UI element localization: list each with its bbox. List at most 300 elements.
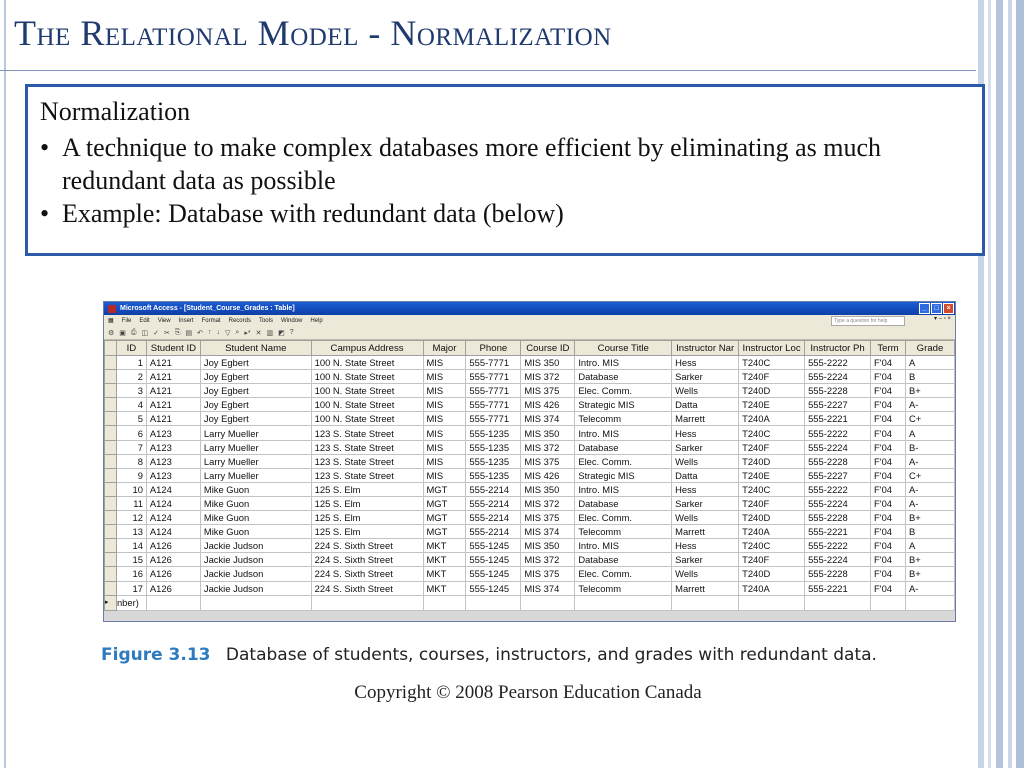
table-cell[interactable]: 11 bbox=[116, 496, 146, 510]
row-selector[interactable] bbox=[105, 496, 117, 510]
table-cell[interactable]: A121 bbox=[146, 398, 200, 412]
new-record-row[interactable] bbox=[105, 595, 955, 610]
table-cell[interactable]: A124 bbox=[146, 525, 200, 539]
table-cell[interactable]: B+ bbox=[906, 567, 955, 581]
table-row[interactable] bbox=[105, 511, 955, 525]
table-cell[interactable]: 555-2228 bbox=[805, 567, 871, 581]
table-cell[interactable]: 555-1235 bbox=[466, 468, 521, 482]
table-cell[interactable]: A bbox=[906, 426, 955, 440]
table-cell[interactable]: T240C bbox=[739, 356, 805, 370]
table-cell[interactable]: Telecomm bbox=[575, 581, 672, 595]
table-cell[interactable]: 555-7771 bbox=[466, 370, 521, 384]
table-cell[interactable]: Hess bbox=[672, 539, 739, 553]
table-cell[interactable]: MIS bbox=[423, 384, 466, 398]
table-cell[interactable]: T240C bbox=[739, 426, 805, 440]
table-cell[interactable]: A126 bbox=[146, 553, 200, 567]
table-cell[interactable]: T240D bbox=[739, 384, 805, 398]
table-cell[interactable]: 9 bbox=[116, 468, 146, 482]
table-cell[interactable] bbox=[871, 595, 906, 610]
table-row[interactable] bbox=[105, 370, 955, 384]
table-cell[interactable]: 123 S. State Street bbox=[311, 426, 423, 440]
row-selector[interactable] bbox=[105, 412, 117, 426]
column-header[interactable]: Course Title bbox=[575, 341, 672, 356]
table-cell[interactable]: 555-2224 bbox=[805, 370, 871, 384]
table-cell[interactable]: A123 bbox=[146, 454, 200, 468]
table-cell[interactable]: T240E bbox=[739, 398, 805, 412]
row-selector[interactable] bbox=[105, 553, 117, 567]
row-selector[interactable] bbox=[105, 384, 117, 398]
menu-help[interactable]: Help bbox=[310, 317, 323, 324]
table-cell[interactable]: 555-1235 bbox=[466, 440, 521, 454]
table-cell[interactable]: 555-1245 bbox=[466, 581, 521, 595]
table-cell[interactable]: T240D bbox=[739, 567, 805, 581]
table-cell[interactable]: Sarker bbox=[672, 370, 739, 384]
column-header[interactable]: ID bbox=[116, 341, 146, 356]
cut-icon[interactable]: ✂ bbox=[164, 329, 170, 337]
table-cell[interactable]: 555-1235 bbox=[466, 454, 521, 468]
table-cell[interactable]: 555-1245 bbox=[466, 553, 521, 567]
table-cell[interactable]: 555-2224 bbox=[805, 440, 871, 454]
row-selector[interactable] bbox=[105, 511, 117, 525]
column-header[interactable]: Phone bbox=[466, 341, 521, 356]
table-cell[interactable]: 555-1235 bbox=[466, 426, 521, 440]
table-cell[interactable]: C+ bbox=[906, 468, 955, 482]
window-titlebar[interactable] bbox=[104, 302, 955, 315]
table-cell[interactable]: B- bbox=[906, 440, 955, 454]
table-cell[interactable]: MKT bbox=[423, 553, 466, 567]
table-cell[interactable]: 555-2227 bbox=[805, 398, 871, 412]
table-cell[interactable]: Marrett bbox=[672, 412, 739, 426]
table-cell[interactable]: MIS 372 bbox=[521, 553, 575, 567]
table-cell[interactable]: MIS 350 bbox=[521, 482, 575, 496]
table-cell[interactable]: Elec. Comm. bbox=[575, 384, 672, 398]
column-header[interactable]: Campus Address bbox=[311, 341, 423, 356]
table-cell[interactable]: F'04 bbox=[871, 356, 906, 370]
table-cell[interactable]: F'04 bbox=[871, 412, 906, 426]
menu-edit[interactable]: Edit bbox=[139, 317, 150, 324]
table-cell[interactable] bbox=[311, 595, 423, 610]
table-cell[interactable]: Database bbox=[575, 553, 672, 567]
table-cell[interactable]: 555-2228 bbox=[805, 511, 871, 525]
row-selector[interactable] bbox=[105, 440, 117, 454]
table-cell[interactable]: MGT bbox=[423, 482, 466, 496]
table-cell[interactable]: T240E bbox=[739, 468, 805, 482]
table-cell[interactable]: Joy Egbert bbox=[200, 412, 311, 426]
table-cell[interactable] bbox=[805, 595, 871, 610]
table-cell[interactable]: MIS bbox=[423, 468, 466, 482]
table-cell[interactable]: B bbox=[906, 525, 955, 539]
table-row[interactable] bbox=[105, 581, 955, 595]
table-cell[interactable]: 125 S. Elm bbox=[311, 496, 423, 510]
column-header[interactable]: Course ID bbox=[521, 341, 575, 356]
menu-file[interactable]: File bbox=[121, 317, 132, 324]
close-button[interactable]: × bbox=[943, 303, 954, 314]
table-cell[interactable]: F'04 bbox=[871, 511, 906, 525]
table-row[interactable] bbox=[105, 356, 955, 370]
table-cell[interactable]: 555-7771 bbox=[466, 384, 521, 398]
table-cell[interactable]: Strategic MIS bbox=[575, 398, 672, 412]
row-selector[interactable] bbox=[105, 370, 117, 384]
table-row[interactable] bbox=[105, 412, 955, 426]
table-cell[interactable]: F'04 bbox=[871, 482, 906, 496]
table-row[interactable] bbox=[105, 398, 955, 412]
row-selector[interactable] bbox=[105, 581, 117, 595]
table-cell[interactable]: 224 S. Sixth Street bbox=[311, 539, 423, 553]
table-cell[interactable]: 555-2222 bbox=[805, 356, 871, 370]
table-cell[interactable]: 6 bbox=[116, 426, 146, 440]
table-cell[interactable]: Elec. Comm. bbox=[575, 511, 672, 525]
table-cell[interactable]: T240D bbox=[739, 511, 805, 525]
table-cell[interactable]: MIS 350 bbox=[521, 539, 575, 553]
table-cell[interactable]: MGT bbox=[423, 525, 466, 539]
table-cell[interactable]: F'04 bbox=[871, 567, 906, 581]
table-cell[interactable]: 100 N. State Street bbox=[311, 384, 423, 398]
table-cell[interactable]: Mike Guon bbox=[200, 525, 311, 539]
row-selector[interactable] bbox=[105, 398, 117, 412]
row-selector[interactable] bbox=[105, 468, 117, 482]
table-cell[interactable]: MGT bbox=[423, 496, 466, 510]
table-cell[interactable]: Wells bbox=[672, 511, 739, 525]
table-cell[interactable]: C+ bbox=[906, 412, 955, 426]
table-cell[interactable]: 555-2222 bbox=[805, 539, 871, 553]
table-cell[interactable]: A124 bbox=[146, 482, 200, 496]
table-cell[interactable]: 100 N. State Street bbox=[311, 398, 423, 412]
table-cell[interactable]: 125 S. Elm bbox=[311, 511, 423, 525]
table-row[interactable] bbox=[105, 567, 955, 581]
table-cell[interactable]: MIS bbox=[423, 412, 466, 426]
row-selector-header[interactable] bbox=[105, 341, 117, 356]
table-cell[interactable]: A126 bbox=[146, 567, 200, 581]
table-cell[interactable]: MIS bbox=[423, 440, 466, 454]
table-cell[interactable] bbox=[739, 595, 805, 610]
new-record-selector-icon[interactable]: ▸ bbox=[105, 595, 117, 610]
table-cell[interactable]: MIS 350 bbox=[521, 426, 575, 440]
column-header[interactable]: Instructor Loc bbox=[739, 341, 805, 356]
table-cell[interactable]: Mike Guon bbox=[200, 482, 311, 496]
table-cell[interactable] bbox=[521, 595, 575, 610]
column-header[interactable]: Instructor Ph bbox=[805, 341, 871, 356]
table-cell[interactable]: MIS bbox=[423, 426, 466, 440]
print-icon[interactable]: ⎙ bbox=[130, 328, 137, 336]
table-cell[interactable]: 15 bbox=[116, 553, 146, 567]
table-cell[interactable]: Joy Egbert bbox=[200, 356, 311, 370]
table-cell[interactable]: B+ bbox=[906, 384, 955, 398]
table-cell[interactable]: Marrett bbox=[672, 581, 739, 595]
table-cell[interactable]: 555-1245 bbox=[466, 567, 521, 581]
table-cell[interactable]: F'04 bbox=[871, 398, 906, 412]
table-cell[interactable]: A- bbox=[906, 454, 955, 468]
table-cell[interactable]: 4 bbox=[116, 398, 146, 412]
table-cell[interactable]: MIS 375 bbox=[521, 567, 575, 581]
table-cell[interactable]: A123 bbox=[146, 426, 200, 440]
table-cell[interactable]: 555-2214 bbox=[466, 511, 521, 525]
row-selector[interactable] bbox=[105, 426, 117, 440]
table-cell[interactable]: MIS 374 bbox=[521, 525, 575, 539]
table-cell[interactable]: 555-2214 bbox=[466, 496, 521, 510]
column-header[interactable]: Instructor Nar bbox=[672, 341, 739, 356]
table-cell[interactable] bbox=[146, 595, 200, 610]
table-cell[interactable]: Jackie Judson bbox=[200, 539, 311, 553]
table-cell[interactable]: T240C bbox=[739, 539, 805, 553]
table-cell[interactable]: A123 bbox=[146, 440, 200, 454]
preview-icon[interactable]: ◫ bbox=[141, 329, 149, 337]
table-cell[interactable]: 10 bbox=[116, 482, 146, 496]
table-cell[interactable]: Sarker bbox=[672, 496, 739, 510]
table-cell[interactable] bbox=[466, 595, 521, 610]
table-cell[interactable]: MGT bbox=[423, 511, 466, 525]
table-row[interactable] bbox=[105, 496, 955, 510]
column-header[interactable]: Major bbox=[423, 341, 466, 356]
table-cell[interactable]: A- bbox=[906, 581, 955, 595]
database-window-icon[interactable]: ▥ bbox=[266, 329, 274, 337]
table-cell[interactable]: Intro. MIS bbox=[575, 539, 672, 553]
table-cell[interactable]: MIS 374 bbox=[521, 412, 575, 426]
table-cell[interactable]: Joy Egbert bbox=[200, 370, 311, 384]
table-cell[interactable]: Database bbox=[575, 370, 672, 384]
table-cell[interactable]: A126 bbox=[146, 581, 200, 595]
undo-icon[interactable]: ↶ bbox=[197, 329, 203, 337]
table-cell[interactable]: 555-2222 bbox=[805, 482, 871, 496]
menu-view[interactable]: View bbox=[157, 317, 171, 324]
table-cell[interactable]: 16 bbox=[116, 567, 146, 581]
table-cell[interactable]: T240A bbox=[739, 525, 805, 539]
table-cell[interactable]: A121 bbox=[146, 370, 200, 384]
table-cell[interactable]: 13 bbox=[116, 525, 146, 539]
table-cell[interactable]: F'04 bbox=[871, 539, 906, 553]
table-cell[interactable]: MIS bbox=[423, 356, 466, 370]
copy-icon[interactable]: ⎘ bbox=[174, 328, 181, 336]
table-cell[interactable]: 555-2221 bbox=[805, 525, 871, 539]
table-cell[interactable]: Jackie Judson bbox=[200, 567, 311, 581]
delete-record-icon[interactable]: ✕ bbox=[255, 329, 262, 337]
row-selector[interactable] bbox=[105, 525, 117, 539]
table-row[interactable] bbox=[105, 384, 955, 398]
table-cell[interactable]: Strategic MIS bbox=[575, 468, 672, 482]
table-cell[interactable]: T240F bbox=[739, 553, 805, 567]
table-cell[interactable]: Wells bbox=[672, 454, 739, 468]
table-cell[interactable]: Datta bbox=[672, 398, 739, 412]
table-cell[interactable]: 224 S. Sixth Street bbox=[311, 567, 423, 581]
table-cell[interactable]: MIS 426 bbox=[521, 468, 575, 482]
table-cell[interactable]: 555-2224 bbox=[805, 496, 871, 510]
table-cell[interactable]: 555-2228 bbox=[805, 384, 871, 398]
table-cell[interactable]: 555-2222 bbox=[805, 426, 871, 440]
table-cell[interactable]: T240F bbox=[739, 370, 805, 384]
table-cell[interactable]: 555-2214 bbox=[466, 482, 521, 496]
table-cell[interactable]: Elec. Comm. bbox=[575, 567, 672, 581]
table-cell[interactable]: Intro. MIS bbox=[575, 482, 672, 496]
help-search-input[interactable]: Type a question for help bbox=[831, 316, 905, 326]
table-cell[interactable]: A121 bbox=[146, 412, 200, 426]
row-selector[interactable] bbox=[105, 356, 117, 370]
table-cell[interactable]: 100 N. State Street bbox=[311, 412, 423, 426]
table-cell[interactable]: A123 bbox=[146, 468, 200, 482]
table-cell[interactable]: A- bbox=[906, 482, 955, 496]
table-cell[interactable]: 555-1245 bbox=[466, 539, 521, 553]
save-icon[interactable]: ▣ bbox=[119, 329, 126, 337]
table-cell[interactable]: MIS 372 bbox=[521, 496, 575, 510]
table-cell[interactable]: 2 bbox=[116, 370, 146, 384]
table-row[interactable] bbox=[105, 440, 955, 454]
table-row[interactable] bbox=[105, 454, 955, 468]
table-cell[interactable] bbox=[575, 595, 672, 610]
table-cell[interactable]: F'04 bbox=[871, 384, 906, 398]
table-cell[interactable]: T240D bbox=[739, 454, 805, 468]
table-cell[interactable]: MIS 375 bbox=[521, 511, 575, 525]
table-cell[interactable]: 123 S. State Street bbox=[311, 440, 423, 454]
table-cell[interactable]: MIS 426 bbox=[521, 398, 575, 412]
table-cell[interactable]: 224 S. Sixth Street bbox=[311, 581, 423, 595]
table-cell[interactable]: A bbox=[906, 539, 955, 553]
filter-icon[interactable]: ▽ bbox=[225, 329, 231, 337]
paste-icon[interactable]: ▤ bbox=[185, 329, 193, 337]
column-header[interactable]: Student ID bbox=[146, 341, 200, 356]
table-cell[interactable]: B+ bbox=[906, 511, 955, 525]
table-cell[interactable]: Wells bbox=[672, 567, 739, 581]
table-cell[interactable]: MKT bbox=[423, 567, 466, 581]
table-cell[interactable]: Telecomm bbox=[575, 412, 672, 426]
help-icon[interactable]: ? bbox=[289, 329, 294, 336]
table-cell[interactable]: 123 S. State Street bbox=[311, 454, 423, 468]
table-cell[interactable]: 555-7771 bbox=[466, 398, 521, 412]
table-cell[interactable]: Hess bbox=[672, 356, 739, 370]
table-cell[interactable]: 100 N. State Street bbox=[311, 356, 423, 370]
table-row[interactable] bbox=[105, 482, 955, 496]
table-cell[interactable]: 224 S. Sixth Street bbox=[311, 553, 423, 567]
table-cell[interactable]: T240F bbox=[739, 440, 805, 454]
table-cell[interactable]: Jackie Judson bbox=[200, 581, 311, 595]
column-header[interactable]: Student Name bbox=[200, 341, 311, 356]
table-cell[interactable]: A121 bbox=[146, 356, 200, 370]
table-cell[interactable]: A121 bbox=[146, 384, 200, 398]
table-cell[interactable]: 123 S. State Street bbox=[311, 468, 423, 482]
table-cell[interactable]: T240C bbox=[739, 482, 805, 496]
table-cell[interactable]: MIS bbox=[423, 398, 466, 412]
table-cell[interactable]: 555-2214 bbox=[466, 525, 521, 539]
table-cell[interactable]: B+ bbox=[906, 553, 955, 567]
table-cell[interactable]: MIS 375 bbox=[521, 384, 575, 398]
table-row[interactable] bbox=[105, 426, 955, 440]
table-cell[interactable]: A124 bbox=[146, 496, 200, 510]
table-cell[interactable] bbox=[672, 595, 739, 610]
table-cell[interactable]: Larry Mueller bbox=[200, 440, 311, 454]
table-cell[interactable]: B bbox=[906, 370, 955, 384]
table-cell[interactable]: 555-2227 bbox=[805, 468, 871, 482]
column-header[interactable]: Term bbox=[871, 341, 906, 356]
table-cell[interactable]: F'04 bbox=[871, 426, 906, 440]
table-cell[interactable]: 12 bbox=[116, 511, 146, 525]
table-cell[interactable] bbox=[906, 595, 955, 610]
table-cell[interactable]: 555-2224 bbox=[805, 553, 871, 567]
table-cell[interactable]: 14 bbox=[116, 539, 146, 553]
table-cell[interactable]: MIS 375 bbox=[521, 454, 575, 468]
new-record-icon[interactable]: ▸* bbox=[244, 329, 251, 337]
table-row[interactable] bbox=[105, 468, 955, 482]
table-cell[interactable]: 8 bbox=[116, 454, 146, 468]
table-cell[interactable]: MIS 372 bbox=[521, 370, 575, 384]
menu-window[interactable]: Window bbox=[280, 317, 303, 324]
table-cell[interactable]: 125 S. Elm bbox=[311, 525, 423, 539]
table-cell[interactable]: F'04 bbox=[871, 454, 906, 468]
column-header[interactable]: Grade bbox=[906, 341, 955, 356]
table-cell[interactable]: MIS 372 bbox=[521, 440, 575, 454]
table-cell[interactable]: Sarker bbox=[672, 553, 739, 567]
table-row[interactable] bbox=[105, 539, 955, 553]
table-cell[interactable]: F'04 bbox=[871, 525, 906, 539]
table-cell[interactable]: MKT bbox=[423, 539, 466, 553]
table-cell[interactable]: Intro. MIS bbox=[575, 426, 672, 440]
table-cell[interactable]: Elec. Comm. bbox=[575, 454, 672, 468]
table-cell[interactable]: F'04 bbox=[871, 440, 906, 454]
table-cell[interactable]: MIS bbox=[423, 454, 466, 468]
row-selector[interactable] bbox=[105, 454, 117, 468]
table-cell[interactable]: F'04 bbox=[871, 496, 906, 510]
table-cell[interactable]: 555-7771 bbox=[466, 412, 521, 426]
row-selector[interactable] bbox=[105, 539, 117, 553]
table-cell[interactable]: 555-2221 bbox=[805, 412, 871, 426]
table-cell[interactable]: Mike Guon bbox=[200, 496, 311, 510]
table-cell[interactable]: T240F bbox=[739, 496, 805, 510]
table-cell[interactable]: 5 bbox=[116, 412, 146, 426]
table-cell[interactable]: F'04 bbox=[871, 553, 906, 567]
table-cell[interactable]: MKT bbox=[423, 581, 466, 595]
table-cell[interactable]: MIS 350 bbox=[521, 356, 575, 370]
table-cell[interactable]: Database bbox=[575, 440, 672, 454]
table-row[interactable] bbox=[105, 525, 955, 539]
table-cell[interactable]: Joy Egbert bbox=[200, 398, 311, 412]
table-cell[interactable]: 7 bbox=[116, 440, 146, 454]
table-cell[interactable] bbox=[200, 595, 311, 610]
table-cell[interactable]: Mike Guon bbox=[200, 511, 311, 525]
table-cell[interactable]: Sarker bbox=[672, 440, 739, 454]
table-cell[interactable]: Hess bbox=[672, 482, 739, 496]
table-cell[interactable]: F'04 bbox=[871, 370, 906, 384]
document-window-controls[interactable]: ▾ ‒ ▫ × bbox=[934, 316, 951, 322]
table-cell[interactable]: Jackie Judson bbox=[200, 553, 311, 567]
maximize-button[interactable]: □ bbox=[931, 303, 942, 314]
table-cell[interactable]: A- bbox=[906, 496, 955, 510]
table-cell[interactable]: Telecomm bbox=[575, 525, 672, 539]
row-selector[interactable] bbox=[105, 482, 117, 496]
table-cell[interactable]: 555-2221 bbox=[805, 581, 871, 595]
table-cell[interactable]: A124 bbox=[146, 511, 200, 525]
table-cell[interactable]: MIS bbox=[423, 370, 466, 384]
table-cell[interactable]: 555-2228 bbox=[805, 454, 871, 468]
table-cell[interactable]: 17 bbox=[116, 581, 146, 595]
autonumber-cell[interactable]: nber) bbox=[116, 595, 146, 610]
table-cell[interactable]: 125 S. Elm bbox=[311, 482, 423, 496]
find-icon[interactable]: ⌕ bbox=[235, 328, 240, 336]
table-row[interactable] bbox=[105, 553, 955, 567]
table-cell[interactable]: T240A bbox=[739, 581, 805, 595]
table-cell[interactable]: Hess bbox=[672, 426, 739, 440]
table-cell[interactable]: A- bbox=[906, 398, 955, 412]
table-cell[interactable]: Marrett bbox=[672, 525, 739, 539]
spelling-icon[interactable]: ✓ bbox=[153, 329, 160, 337]
table-cell[interactable]: Database bbox=[575, 496, 672, 510]
table-cell[interactable]: 100 N. State Street bbox=[311, 370, 423, 384]
table-cell[interactable]: 1 bbox=[116, 356, 146, 370]
menu-tools[interactable]: Tools bbox=[258, 317, 273, 324]
table-cell[interactable]: MIS 374 bbox=[521, 581, 575, 595]
menu-records[interactable]: Records bbox=[228, 317, 251, 324]
table-cell[interactable] bbox=[423, 595, 466, 610]
view-icon[interactable]: ⚙ bbox=[108, 329, 115, 337]
table-cell[interactable]: A bbox=[906, 356, 955, 370]
table-cell[interactable]: 555-7771 bbox=[466, 356, 521, 370]
table-cell[interactable]: F'04 bbox=[871, 468, 906, 482]
table-cell[interactable]: 3 bbox=[116, 384, 146, 398]
